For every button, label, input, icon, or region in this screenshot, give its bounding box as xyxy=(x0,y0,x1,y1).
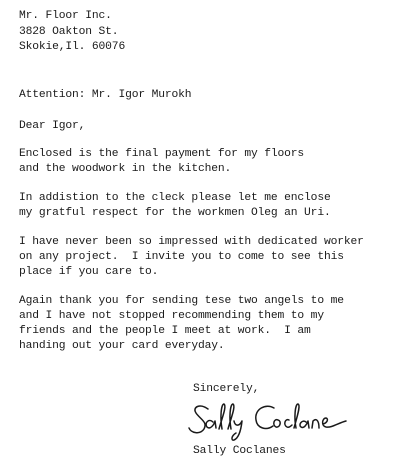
signer-name: Sally Coclanes xyxy=(193,445,286,457)
paragraph-3-line-3: place if you care to. xyxy=(19,266,159,278)
salutation: Dear Igor, xyxy=(19,120,86,132)
paragraph-3-line-1: I have never been so impressed with dedicated worker xyxy=(19,236,364,248)
paragraph-4-line-4: handing out your card everyday. xyxy=(19,340,225,352)
complimentary-close: Sincerely, xyxy=(193,383,260,395)
paragraph-3-line-2: on any project. I invite you to come to see this xyxy=(19,251,344,263)
handwritten-signature xyxy=(186,398,361,444)
sender-street: 3828 Oakton St. xyxy=(19,26,119,38)
paragraph-1-line-2: and the woodwork in the kitchen. xyxy=(19,163,232,175)
paragraph-4-line-2: and I have not stopped recommending them to my xyxy=(19,310,324,322)
paragraph-1-line-1: Enclosed is the final payment for my floors xyxy=(19,148,305,160)
attention-line: Attention: Mr. Igor Murokh xyxy=(19,89,192,101)
sender-city: Skokie,Il. 60076 xyxy=(19,41,126,53)
sender-company: Mr. Floor Inc. xyxy=(19,10,112,22)
paragraph-2-line-2: my gratful respect for the workmen Oleg an Uri. xyxy=(19,207,331,219)
paragraph-4-line-1: Again thank you for sending tese two angels to me xyxy=(19,295,344,307)
paragraph-4-line-3: friends and the people I meet at work. I am xyxy=(19,325,311,337)
paragraph-2-line-1: In addistion to the cleck please let me enclose xyxy=(19,192,331,204)
